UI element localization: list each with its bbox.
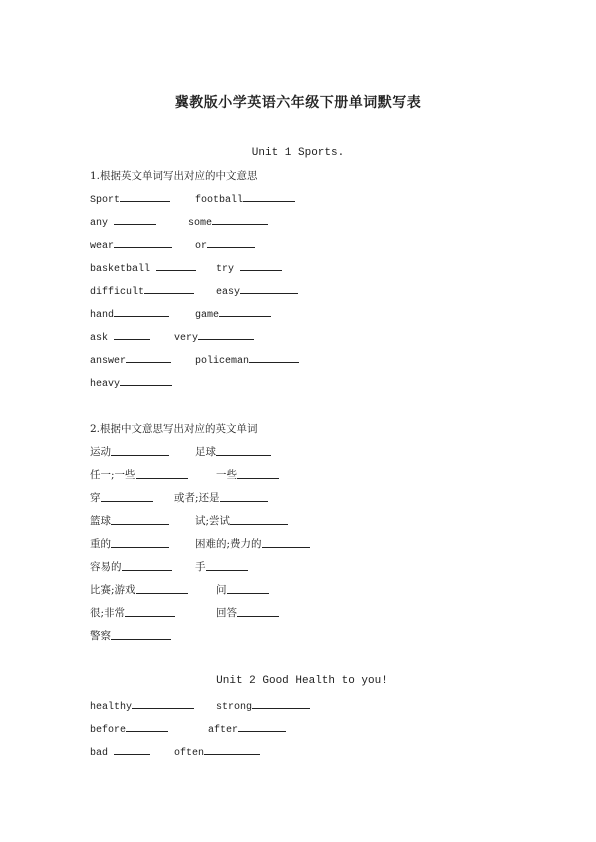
answer-blank[interactable] [114, 237, 172, 248]
word-entry [195, 237, 255, 252]
word-entry [195, 536, 310, 551]
prompt-word: some [188, 218, 213, 229]
word-entry [195, 191, 295, 206]
answer-blank[interactable] [243, 191, 295, 202]
answer-blank[interactable] [230, 514, 288, 525]
answer-blank[interactable] [101, 491, 153, 502]
answer-blank[interactable] [120, 191, 170, 202]
answer-blank[interactable] [126, 352, 171, 363]
word-entry [216, 260, 282, 275]
word-entry [90, 306, 169, 321]
answer-blank[interactable] [111, 514, 169, 525]
prompt-word: 试;尝试 [195, 515, 231, 527]
prompt-word: 手 [195, 561, 206, 573]
word-entry [208, 721, 286, 736]
prompt-word: strong [216, 702, 253, 713]
word-entry [90, 536, 169, 551]
prompt-word: 篮球 [90, 515, 111, 527]
word-entry [188, 214, 268, 229]
word-entry [195, 306, 271, 321]
prompt-word: easy [216, 287, 241, 298]
word-entry [90, 559, 172, 574]
answer-blank[interactable] [114, 306, 169, 317]
word-entry [195, 513, 288, 528]
prompt-word: wear [90, 241, 115, 252]
prompt-word: policeman [195, 356, 250, 367]
word-entry [90, 513, 169, 528]
prompt-word: very [174, 333, 199, 344]
word-entry [90, 260, 196, 275]
prompt-word: 重的 [90, 538, 111, 550]
answer-blank[interactable] [262, 537, 310, 548]
word-row [90, 605, 550, 621]
word-row [90, 698, 550, 714]
prompt-word: game [195, 310, 220, 321]
answer-blank[interactable] [156, 260, 196, 271]
word-entry [90, 605, 175, 620]
word-row [90, 490, 550, 506]
word-entry [90, 721, 168, 736]
word-entry [216, 283, 298, 298]
word-entry [90, 744, 150, 759]
word-entry [216, 698, 310, 713]
prompt-word: difficult [90, 287, 145, 298]
word-entry [90, 375, 172, 390]
word-row [90, 582, 550, 598]
word-entry [90, 628, 171, 643]
answer-blank[interactable] [240, 260, 282, 271]
word-row [90, 191, 550, 207]
answer-blank[interactable] [240, 283, 298, 294]
word-entry [90, 444, 169, 459]
prompt-word: 问 [216, 584, 227, 596]
answer-blank[interactable] [219, 306, 271, 317]
answer-blank[interactable] [249, 352, 299, 363]
word-row [90, 536, 550, 552]
answer-blank[interactable] [111, 537, 169, 548]
word-entry [90, 214, 156, 229]
answer-blank[interactable] [252, 698, 310, 709]
word-entry [90, 283, 194, 298]
word-row [90, 444, 550, 460]
prompt-word: football [195, 195, 244, 206]
prompt-word: 任一;一些 [90, 469, 136, 481]
word-row [90, 467, 550, 483]
part2-instruction: 2.根据中文意思写出对应的英文单词 [90, 423, 258, 435]
answer-blank[interactable] [204, 744, 260, 755]
prompt-word: or [195, 241, 208, 252]
answer-blank[interactable] [227, 583, 269, 594]
answer-blank[interactable] [212, 214, 268, 225]
answer-blank[interactable] [237, 606, 279, 617]
word-entry [90, 467, 188, 482]
page-title: 冀教版小学英语六年级下册单词默写表 [174, 95, 422, 111]
word-entry [174, 490, 268, 505]
word-entry [90, 490, 153, 505]
word-row [90, 329, 550, 345]
prompt-word: 很;非常 [90, 607, 126, 619]
answer-blank[interactable] [114, 329, 150, 340]
answer-blank[interactable] [132, 698, 194, 709]
word-row [90, 237, 550, 253]
answer-blank[interactable] [122, 560, 172, 571]
word-entry [174, 744, 260, 759]
prompt-word: before [90, 725, 127, 736]
word-entry [195, 352, 299, 367]
answer-blank[interactable] [111, 445, 169, 456]
word-row [90, 306, 550, 322]
word-row [90, 628, 550, 644]
prompt-word: 比赛;游戏 [90, 584, 136, 596]
word-entry [90, 582, 188, 597]
answer-blank[interactable] [198, 329, 254, 340]
word-entry [195, 444, 271, 459]
word-row [90, 721, 550, 737]
unit2-heading: Unit 2 Good Health to you! [216, 675, 388, 687]
word-entry [195, 559, 248, 574]
prompt-word: heavy [90, 379, 121, 390]
prompt-word: often [174, 748, 205, 759]
prompt-word: 穿 [90, 492, 101, 504]
prompt-word: 足球 [195, 446, 216, 458]
word-entry [174, 329, 254, 344]
answer-blank[interactable] [136, 468, 188, 479]
word-row [90, 513, 550, 529]
prompt-word: 困难的;费力的 [195, 538, 262, 550]
word-row [90, 744, 550, 760]
answer-blank[interactable] [220, 491, 268, 502]
answer-blank[interactable] [206, 560, 248, 571]
prompt-word: any [90, 218, 115, 229]
prompt-word: Sport [90, 195, 121, 206]
answer-blank[interactable] [237, 468, 279, 479]
answer-blank[interactable] [120, 375, 172, 386]
word-entry [216, 582, 269, 597]
prompt-word: bad [90, 748, 115, 759]
prompt-word: healthy [90, 702, 133, 713]
prompt-word: basketball [90, 264, 157, 275]
prompt-word: 回答 [216, 607, 237, 619]
prompt-word: 警察 [90, 630, 111, 642]
prompt-word: 运动 [90, 446, 111, 458]
answer-blank[interactable] [111, 629, 171, 640]
prompt-word: 容易的 [90, 561, 122, 573]
word-entry [216, 467, 279, 482]
word-entry [90, 329, 150, 344]
prompt-word: after [208, 725, 239, 736]
prompt-word: 一些 [216, 469, 237, 481]
prompt-word: ask [90, 333, 115, 344]
answer-blank[interactable] [114, 214, 156, 225]
answer-blank[interactable] [126, 721, 168, 732]
word-entry [216, 605, 279, 620]
unit1-heading: Unit 1 Sports. [251, 147, 345, 159]
word-entry [90, 352, 171, 367]
answer-blank[interactable] [144, 283, 194, 294]
word-row [90, 352, 550, 368]
answer-blank[interactable] [216, 445, 271, 456]
word-row [90, 559, 550, 575]
word-entry [90, 698, 194, 713]
prompt-word: hand [90, 310, 115, 321]
word-entry [90, 191, 170, 206]
prompt-word: answer [90, 356, 127, 367]
answer-blank[interactable] [125, 606, 175, 617]
answer-blank[interactable] [238, 721, 286, 732]
prompt-word: 或者;还是 [174, 492, 220, 504]
word-row [90, 283, 550, 299]
answer-blank[interactable] [207, 237, 255, 248]
answer-blank[interactable] [136, 583, 188, 594]
word-row [90, 375, 550, 391]
word-row [90, 260, 550, 276]
prompt-word: try [216, 264, 241, 275]
part1-instruction: 1.根据英文单词写出对应的中文意思 [90, 170, 258, 182]
word-entry [90, 237, 172, 252]
answer-blank[interactable] [114, 744, 150, 755]
word-row [90, 214, 550, 230]
